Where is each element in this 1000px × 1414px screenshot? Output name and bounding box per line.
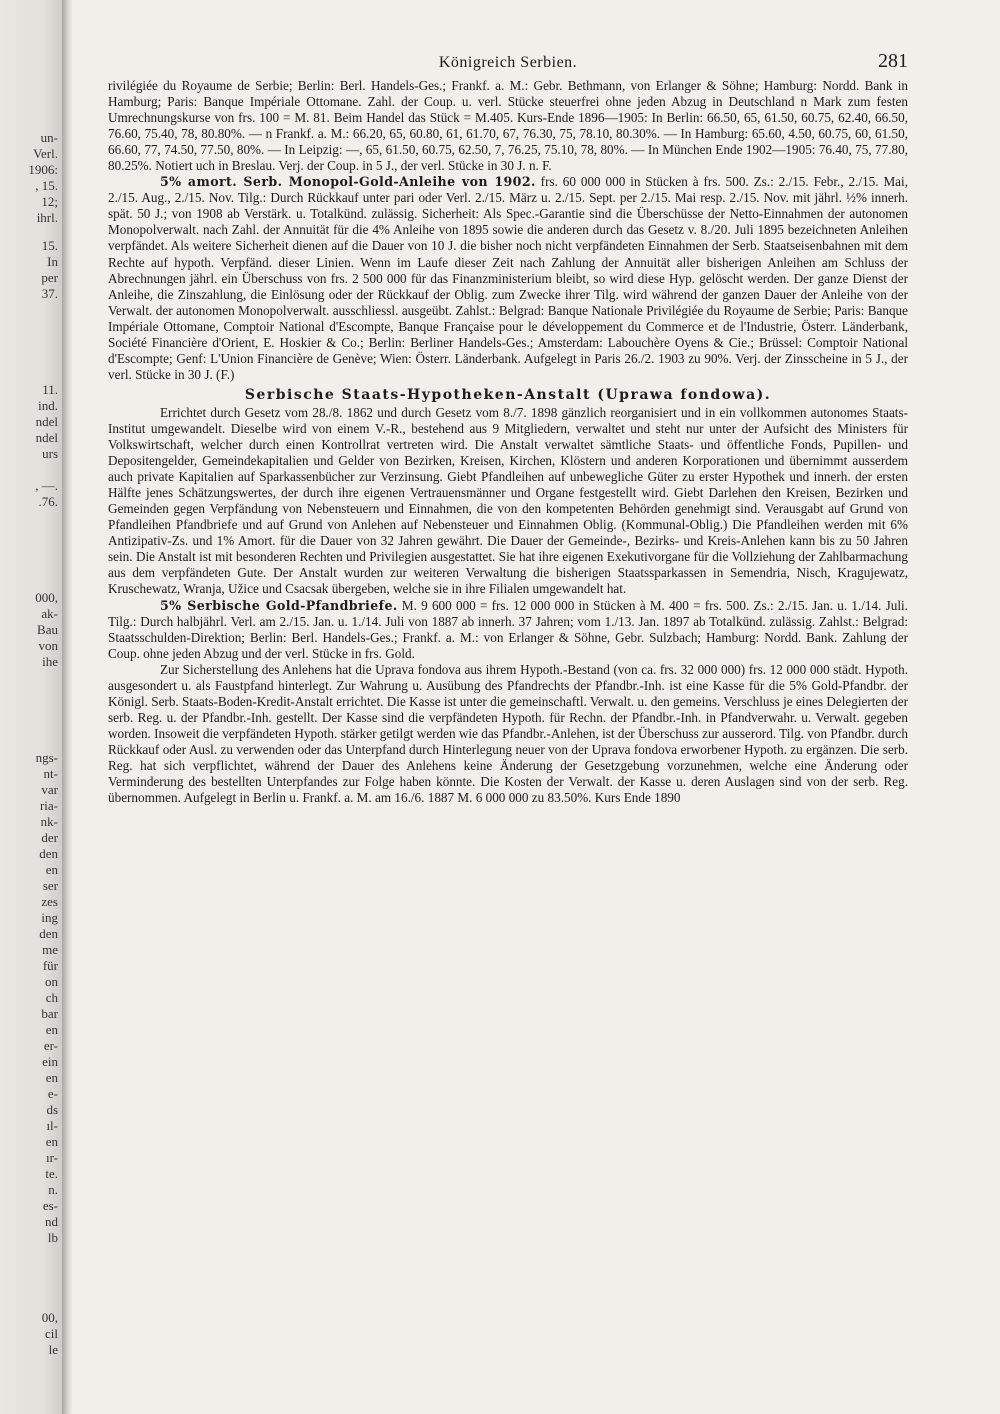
bond-title: 5% Serbische Gold-Pfandbriefe. <box>160 597 398 613</box>
gutter-text-fragment: en <box>45 1022 58 1037</box>
gutter-text-fragment: un- <box>40 130 58 145</box>
gutter-text-fragment: ihe <box>42 654 58 669</box>
gutter-text-fragment: In <box>47 254 58 269</box>
gutter-text-fragment: e- <box>47 1086 58 1101</box>
paragraph-institution: Errichtet durch Gesetz vom 28./8. 1862 und durch Gesetz vom 8./7. 1898 gänzlich reorganisiert und in ein vollkommen autonomes Staats-Institut umgewandelt. Dieselbe wird von einem V.-R., bestehend aus 9 Mitgliedern, verwaltet und steht nur unter der Aufsicht des Ministers für Volkswirtschaft, welcher durch einen Kontrollrat vertreten wird. Die Anstalt verwaltet sämtliche Staats- und öffentliche Fonds, Pupillen- und Depositengelder, Gemeindekapitalien und Gelder von Bezirken, Kreisen, Kirchen, Klöstern und anderen Korporationen und übernimmt ausserdem auch private Kapitalien auf Sparkassenbücher zur Verzinsung. Giebt Pfandleihen auf unbewegliche Güter zu erster Hypothek und innerh. der ersten Hälfte jenes Schätzungswertes, der durch ihre eigenen Vertrauensmänner und Organe festgestellt wird. Giebt Darlehen den Kreisen, Bezirken und Gemeinden gegen Verpfändung von Nebensteuern und Einnahmen, die von den kompetenten Behörden genehmigt sind. Verausgabt auf Grund von Pfandleihen Pfandbriefe und auf Grund von Anlehen auf Nebensteuer und Einnahmen Oblig. (Kommunal-Oblig.) Die Pfandleihen werden mit 6% Antizipativ-Zs. und 1% Amort. für die Dauer von 32 Jahren gewährt. Die Dauer der Gemeinde-, Bezirks- und Kreis-Anlehen kann bis zu 50 Jahren sein. Die Anstalt ist mit besonderen Rechten und Privilegien ausgestattet. Sie hat ihre eigenen Exekutivorgane für die Vollziehung der Zahlbarmachung aus dem verpfändeten Gute. Der Anstalt wurden zur weiteren Verwaltung die bisherigen Staatssparkassen in Semendria, Nisch, Kragujewatz, Kruschewatz, Wranja, Užice und Csacsak übergeben, welche sie in ihre Filialen umgewandelt hat. <box>108 404 908 597</box>
gutter-text-fragment: 11. <box>42 382 58 397</box>
gutter-text-fragment: es- <box>42 1198 58 1213</box>
gutter-text-fragment: cil <box>45 1326 58 1341</box>
gutter-text-fragment: ıl- <box>46 1118 58 1133</box>
gutter-text-fragment: ria- <box>39 798 58 813</box>
gutter-text-fragment: le <box>48 1342 58 1357</box>
gutter-text-fragment: ak- <box>41 606 58 621</box>
gutter-text-fragment: ch <box>45 990 58 1005</box>
page <box>108 40 908 806</box>
gutter-text-fragment: me <box>42 942 58 957</box>
paragraph-continued: rivilégiée du Royaume de Serbie; Berlin: Berl. Handels-Ges.; Frankf. a. M.: Gebr. Bethmann, von Erlanger & Söhne; Hamburg: Nordd. Bank in Hamburg; Paris: Banque Impériale Ottomane. Zahl. der Coup. u. verl. Stücke steuerfrei ohne jeden Abzug in Deutschland n Mark zum festen Umrechnungskurse von frs. 100 = M. 81. Beim Handel das Stück = M.405. Kurs-Ende 1896—1905: In Berlin: 66.50, 65, 61.50, 60.75, 62.40, 66.50, 76.60, 75.40, 78, 80.80%. — n Frankf. a. M.: 66.20, 65, 60.80, 61, 61.70, 67, 76.30, 75, 78.10, 80.30%. — In Hamburg: 65.60, 4.50, 60.75, 60, 61.50, 66.60, 77, 74.50, 77.50, 80%. — In Leipzig: —, 65, 61.50, 60.75, 62.50, 7, 76.25, 75.10, 78, 80%. — In München Ende 1902—1905: 76.40, 75, 77.80, 80.25%. Notiert uch in Breslau. Verj. der Coup. in 5 J., der verl. Stücke in 30 J. n. F. <box>108 78 908 174</box>
page-header <box>108 40 908 78</box>
gutter-text-fragment: bar <box>41 1006 58 1021</box>
bond-description: M. 9 600 000 = frs. 12 000 000 in Stücken à M. 400 = frs. 500. Zs.: 2./15. Jan. u. 1./14. Juli. Tilg.: Durch halbjährl. Verl. am 2./15. Jan. u. 1./14. Juli von 1887 ab innerh. 37 Jahren; vom 1./13. Jan. 1897 ab Totalkünd. zulässig. Zahlst.: Belgrad: Staatsschulden-Direktion; Berlin: Berl. Handels-Ges.; Frankf. a. M.: von Erlanger & Söhne, Gebr. Sulzbach; Hamburg: Nordd. Bank. Zahlung der Coup. ohne jeden Abzug und der verl. Stücke in frs. Gold. <box>108 597 908 661</box>
gutter-text-fragment: nd <box>45 1214 58 1229</box>
gutter-text-fragment: ser <box>42 878 58 893</box>
gutter-text-fragment: den <box>39 846 58 861</box>
gutter-text-fragment: 15. <box>41 238 58 253</box>
gutter-text-fragment: ds <box>46 1102 58 1117</box>
page-number: 281 <box>878 50 908 72</box>
gutter-text-fragment: n. <box>48 1182 58 1197</box>
gutter-text-fragment: Bau <box>37 622 58 637</box>
gutter-text-fragment: en <box>45 1070 58 1085</box>
gutter-text-fragment: ind. <box>38 398 58 413</box>
gutter-text-fragment: ihrl. <box>36 210 58 225</box>
gutter-text-fragment: , 15. <box>35 178 58 193</box>
gutter-text-fragment: en <box>45 862 58 877</box>
gutter-text-fragment: 1906: <box>28 162 58 177</box>
gutter-text-fragment: en <box>45 1134 58 1149</box>
gutter-text-fragment: 00, <box>41 1310 58 1325</box>
gutter-text-fragment: on <box>45 974 58 989</box>
gutter-text-fragment: nt- <box>43 766 58 781</box>
gutter-text-fragment: 37. <box>41 286 58 301</box>
gutter-text-fragment: .76. <box>38 494 58 509</box>
running-title: Königreich Serbien. <box>438 54 578 71</box>
gutter-text-fragment: , —. <box>35 478 58 493</box>
gutter-text-fragment: ein <box>42 1054 58 1069</box>
gutter-text-fragment: var <box>41 782 58 797</box>
gutter-text-fragment: ing <box>41 910 58 925</box>
paragraph-security: Zur Sicherstellung des Anlehens hat die Uprava fondova aus ihrem Hypoth.-Bestand (von ca. frs. 32 000 000) frs. 12 000 000 städt. Hypoth. ausgesondert u. als Faustpfand hinterlegt. Zur Wahrung u. Ausübung des Pfandrechts der Pfandbr.-Inh. ist eine Kasse für die 5% Gold-Pfandbr. der Königl. Serb. Staats-Boden-Kredit-Anstalt errichtet. Die Kasse ist unter die gemeinschaftl. Verwalt. u. den gemeins. Verschluss je eines Delegierten der serb. Reg. u. der Pfandbr.-Inh. gestellt. Der Kasse sind die verpfändeten Hypoth. für Rechn. der Pfandbr.-Inh. in Pfandverwahr. u. Verwalt. gegeben worden. Insoweit die verpfändeten Hypoth. stärker getilgt werden wie das Pfandbr.-Anlehen, ist der Überschuss zur ausserord. Tilg. von Pfandbr. durch Rückkauf oder Ausl. zu verwenden oder das Unterpfand durch Hinterlegung neuer von der Uprava fondova erworbener Hypoth. zu ergänzen. Die serb. Reg. hat sich verpflichtet, während der Dauer des Anlehens keine Änderung der Gesetzgebung vorzunehmen, welche eine Änderung oder Verminderung des bestellten Unterpfandes zur Folge haben könnte. Die Kosten der Verwalt. der Kasse u. deren Auslagen sind von der serb. Reg. übernommen. Aufgelegt in Berlin u. Frankf. a. M. am 16./6. 1887 M. 6 000 000 zu 83.50%. Kurs Ende 1890 <box>108 661 908 806</box>
page-fold-shadow <box>62 0 72 1414</box>
gutter-text-fragment: er- <box>43 1038 58 1053</box>
gutter-text-fragment: ndel <box>35 414 58 429</box>
gutter-text-fragment: te. <box>45 1166 58 1181</box>
gutter-text-fragment: Verl. <box>33 146 58 161</box>
gutter-text-fragment: urs <box>42 446 58 461</box>
gutter-text-fragment: ır- <box>45 1150 58 1165</box>
gutter-text-fragment: den <box>39 926 58 941</box>
gutter-text-fragment: 000, <box>35 590 58 605</box>
bond-title: 5% amort. Serb. Monopol-Gold-Anleihe von 1902. <box>160 174 536 190</box>
body-text <box>108 78 908 806</box>
gutter-text-fragment: nk- <box>40 814 58 829</box>
section-heading: Serbische Staats-Hypotheken-Anstalt (Uprawa fondowa). <box>244 386 772 403</box>
gutter-text-fragment: der <box>41 830 58 845</box>
bond-description: frs. 60 000 000 in Stücken à frs. 500. Zs.: 2./15. Febr., 2./15. Mai, 2./15. Aug., 2./15. Nov. Tilg.: Durch Rückkauf unter pari oder Verl. 2./15. März u. 2./15. Sept. per 2./15. Mai resp. 2./15. Nov. mit jährl. ½% innerh. spät. 50 J.; von 1908 ab Verstärk. u. Totalkünd. zulässig. Sicherheit: Als Spec.-Garantie sind die Überschüsse der Netto-Einnahmen der autonomen Monopolverwalt. nach Zahl. der Annuität für die 4% Anleihe von 1895 sowie die anderen durch das Gesetz v. 8./20. Juli 1895 bezeichneten Anleihen verpfändet. Als weitere Sicherheit dienen auf die Dauer von 10 J. die bisher noch nicht verpfändeten Einnahmen der Serb. Staatseisenbahnen mit dem Rechte auf hypoth. Verpfänd. dieser Linien. Wenn im Laufe dieser Zeit nach Zahlung der Annuität aller bisherigen Anleihen am Schluss der Abrechnungen jährl. ein Überschuss von frs. 2 500 000 für das Finanzministerium bleibt, so wird diese Hyp. gelöscht werden. Der ganze Dienst der Anleihe, die Zinszahlung, die Einlösung oder der Rückkauf der Oblig. zum Zwecke ihrer Tilg. wird während der ganzen Dauer der Anleihe von der Verwalt. der autonomen Monopolverwalt. ausschliessl. ausgeübt. Zahlst.: Belgrad: Banque Nationale Privilégiée du Royaume de Serbie; Paris: Banque Impériale Ottomane, Comptoir National d'Escompte, Banque Française pour le développement du Commerce et de l'Industrie, Österr. Länderbank, Société Financière d'Orient, E. Hoskier & Co.; Berlin: Berliner Handels-Ges.; Amsterdam: Labouchère Oyens & Cie.; Brüssel: Comptoir National d'Escompte; Genf: L'Union Financière de Genève; Wien: Österr. Länderbank. Aufgelegt in Paris 26./2. 1903 zu 90%. Verj. der Zinsscheine in 5 J., der verl. Stücke in 30 J. (F.) <box>108 174 908 382</box>
previous-page-gutter <box>0 0 62 1414</box>
gutter-text-fragment: per <box>41 270 58 285</box>
gutter-text-fragment: ndel <box>35 430 58 445</box>
gutter-text-fragment: ngs- <box>35 750 58 765</box>
gutter-text-fragment: zes <box>41 894 58 909</box>
paragraph-monopol-anleihe <box>108 174 908 383</box>
gutter-text-fragment: von <box>38 638 58 653</box>
gutter-text-fragment: lb <box>47 1230 58 1245</box>
paragraph-pfandbriefe <box>108 598 908 662</box>
gutter-text-fragment: für <box>42 958 58 973</box>
gutter-text-fragment: 12; <box>41 194 58 209</box>
